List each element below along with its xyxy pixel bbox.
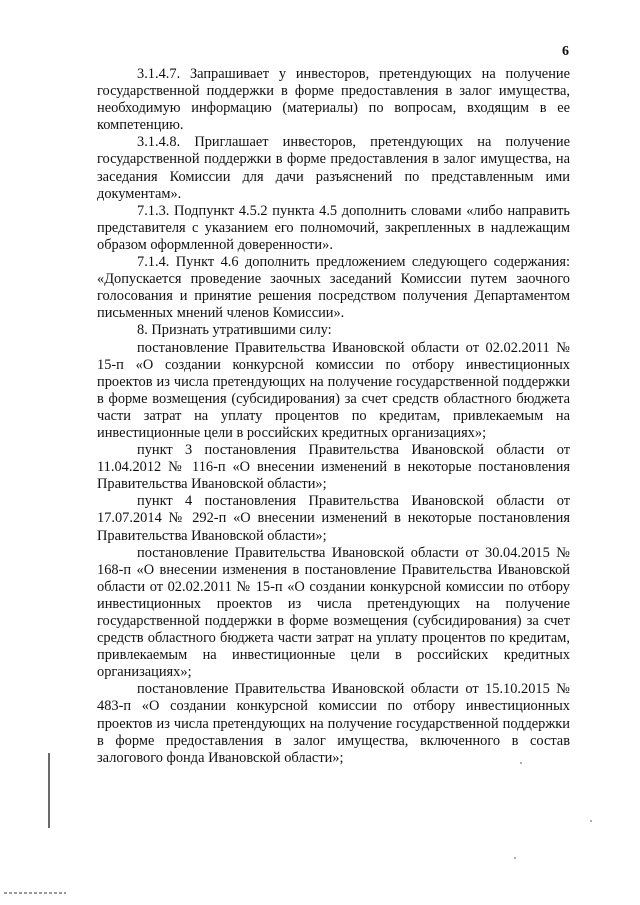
document-body <box>97 66 570 767</box>
paragraph-3-1-4-7: 3.1.4.7. Запрашивает у инвесторов, претендующих на получение государственной поддержки в форме предоставления в залог имущества, необходимую информацию (материалы) по вопросам, входящим в ее компетенцию. <box>97 66 570 134</box>
paragraph-7-1-3: 7.1.3. Подпункт 4.5.2 пункта 4.5 дополнить словами «либо направить представителя с указанием его полномочий, закрепленных в надлежащим образом оформленной доверенности». <box>97 202 570 253</box>
repeal-item-483-p: постановление Правительства Ивановской области от 15.10.2015 № 483-п «О создании конкурсной комиссии по отбору инвестиционных проектов из числа претендующих на получение государственной поддержки в форме предоставления в залог имущества, включенного в состав залогового фонда Ивановской области»; <box>97 681 570 766</box>
repeal-item-116-p: пункт 3 постановления Правительства Ивановской области от 11.04.2012 № 116-п «О внесении изменений в некоторые постановления Правительства Ивановской области»; <box>97 442 570 493</box>
repeal-item-168-p: постановление Правительства Ивановской области от 30.04.2015 № 168-п «О внесении изменения в постановление Правительства Ивановской области от 02.02.2011 № 15-п «О создании конкурсной комиссии по отбору инвестиционных проектов из числа претендующих на получение государственной поддержки в форме возмещения (субсидирования) за счет средств областного бюджета части затрат на уплату процентов по кредитам, привлекаемым на инвестиционные цели в российских кредитных организациях»; <box>97 544 570 681</box>
scan-speck <box>590 820 592 822</box>
paragraph-8: 8. Признать утратившими силу: <box>137 322 332 339</box>
paragraph-3-1-4-8: 3.1.4.8. Приглашает инвесторов, претендующих на получение государственной поддержки в форме предоставления в залог имущества, на заседания Комиссии для дачи разъяснений по представленным ими документам». <box>97 134 570 202</box>
scan-speck <box>514 857 516 859</box>
scan-speck <box>520 762 522 764</box>
paragraph-7-1-4: 7.1.4. Пункт 4.6 дополнить предложением следующего содержания: «Допускается проведение заочных заседаний Комиссии путем заочного голосования и принятие решения посредством получения Департаментом письменных мнений членов Комиссии». <box>97 254 570 322</box>
scan-bottom-artifact <box>4 892 66 894</box>
repeal-item-292-p: пункт 4 постановления Правительства Ивановской области от 17.07.2014 № 292-п «О внесении изменений в некоторые постановления Правительства Ивановской области»; <box>97 493 570 544</box>
scan-margin-mark <box>48 753 50 828</box>
page-number: 6 <box>562 44 569 59</box>
repeal-item-15-p: постановление Правительства Ивановской области от 02.02.2011 № 15-п «О создании конкурсной комиссии по отбору инвестиционных проектов из числа претендующих на получение государственной поддержки в форме возмещения (субсидирования) за счет средств областного бюджета части затрат на уплату процентов по кредитам, привлекаемым на инвестиционные цели в российских кредитных организациях»; <box>97 339 570 441</box>
